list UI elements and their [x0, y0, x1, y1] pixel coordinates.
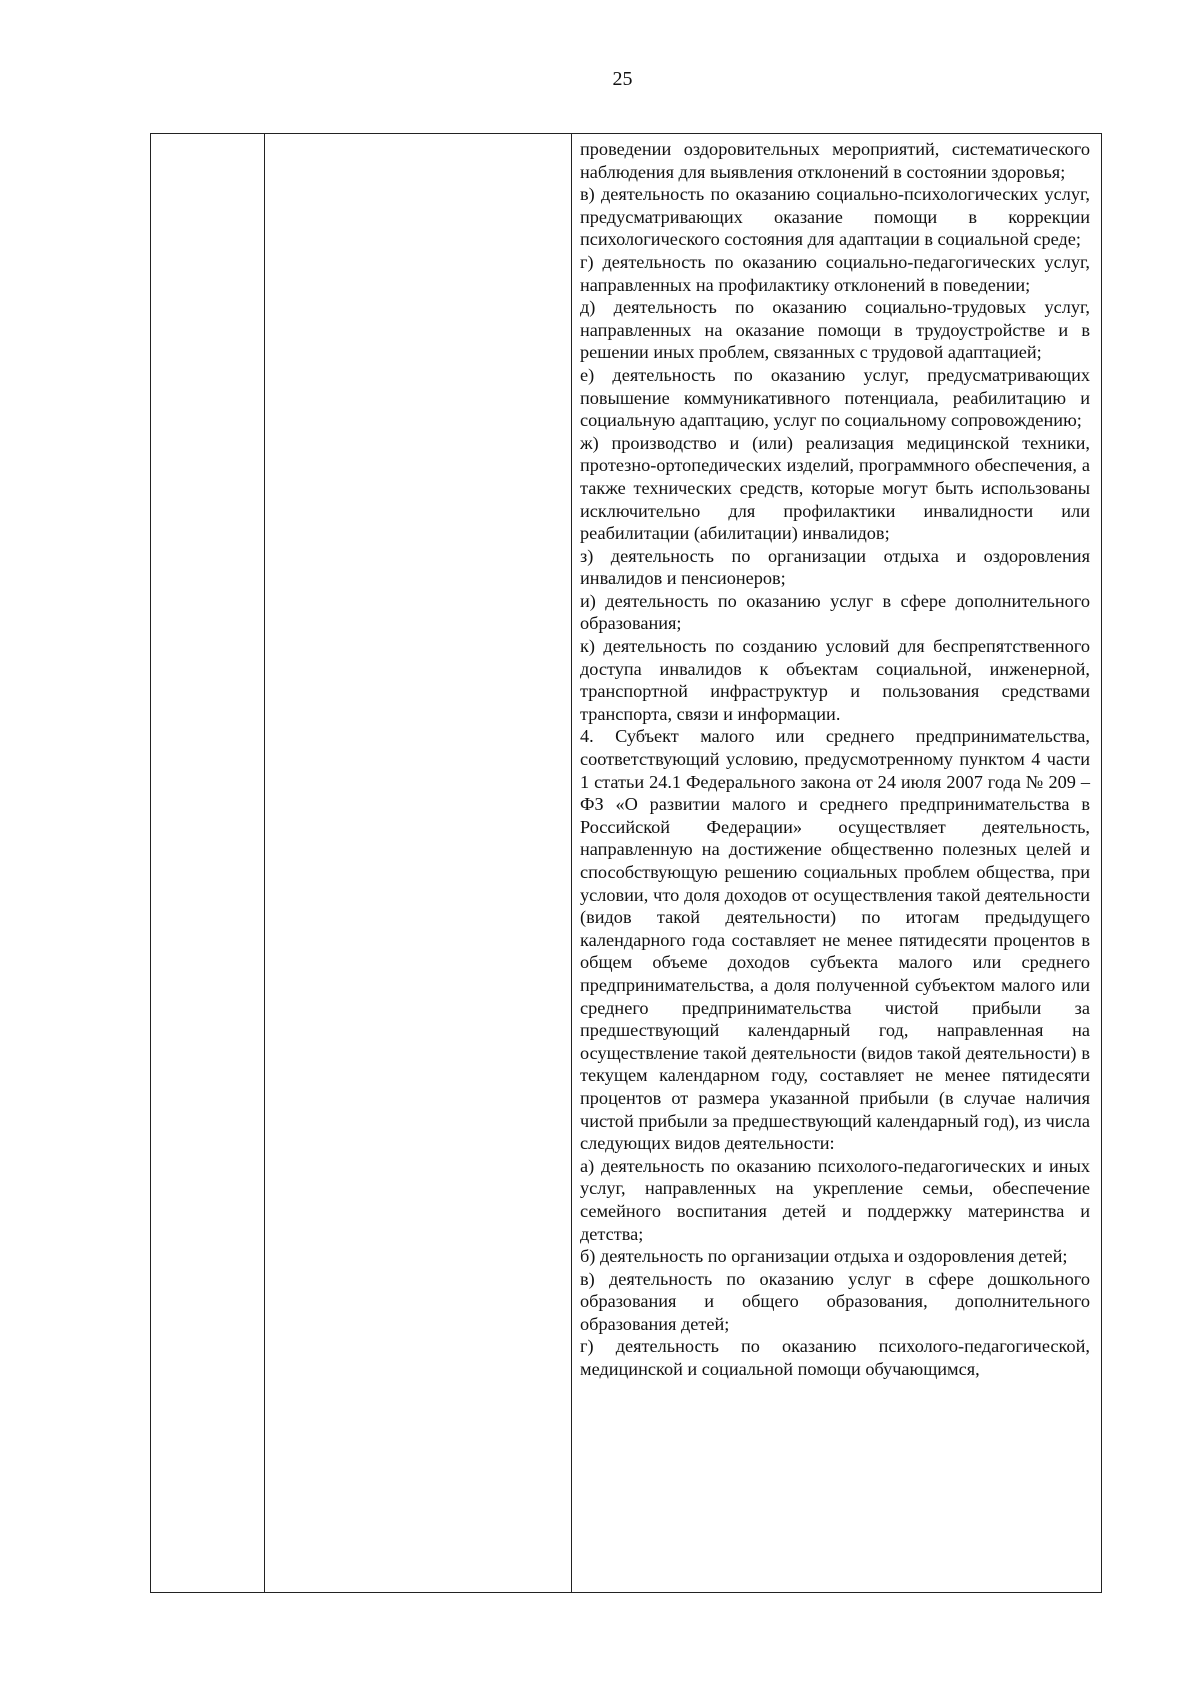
- column-divider: [571, 134, 572, 1592]
- paragraph: г) деятельность по оказанию психолого-педагогической, медицинской и социальной помощи обучающимся,: [580, 1336, 1090, 1380]
- paragraph: и) деятельность по оказанию услуг в сфере дополнительного образования;: [580, 590, 1090, 634]
- table-column-3-text: [580, 138, 1090, 1381]
- page-number: 25: [612, 68, 633, 90]
- paragraph: в) деятельность по оказанию социально-психологических услуг, предусматривающих оказание помощи в коррекции психологического состояния для адаптации в социальной среде;: [580, 184, 1090, 250]
- paragraph: проведении оздоровительных мероприятий, систематического наблюдения для выявления отклонений в состоянии здоровья;: [580, 139, 1090, 182]
- paragraph: д) деятельность по оказанию социально-трудовых услуг, направленных на оказание помощи в трудоустройстве и в решении иных проблем, связанных с трудовой адаптацией;: [580, 297, 1090, 363]
- paragraph: а) деятельность по оказанию психолого-педагогических и иных услуг, направленных на укрепление семьи, обеспечение семейного воспитания детей и поддержку материнства и детства;: [580, 1155, 1090, 1244]
- paragraph: б) деятельность по организации отдыха и оздоровления детей;: [580, 1246, 1068, 1267]
- paragraph: з) деятельность по организации отдыха и оздоровления инвалидов и пенсионеров;: [580, 545, 1090, 589]
- paragraph: в) деятельность по оказанию услуг в сфере дошкольного образования и общего образования, дополнительного образования детей;: [580, 1268, 1090, 1334]
- table-column-2-empty: [265, 134, 571, 1592]
- table-column-1-empty: [151, 134, 264, 1592]
- paragraph: ж) производство и (или) реализация медицинской техники, протезно-ортопедических изделий, программного обеспечения, а также технических средств, которые могут быть использованы исключительно для профилактики инвалидности или реабилитации (абилитации) инвалидов;: [580, 432, 1090, 544]
- paragraph: г) деятельность по оказанию социально-педагогических услуг, направленных на профилактику отклонений в поведении;: [580, 251, 1090, 295]
- paragraph: е) деятельность по оказанию услуг, предусматривающих повышение коммуникативного потенциала, реабилитацию и социальную адаптацию, услуг по социальному сопровождению;: [580, 364, 1090, 431]
- paragraph: к) деятельность по созданию условий для беспрепятственного доступа инвалидов к объектам социальной, инженерной, транспортной инфраструктур и пользования средствами транспорта, связи и информации.: [580, 636, 1090, 724]
- paragraph: 4. Субъект малого или среднего предпринимательства, соответствующий условию, предусмотренному пунктом 4 части 1 статьи 24.1 Федерального закона от 24 июля 2007 года № 209 – ФЗ «О развитии малого и среднего предпринимательства в Российской Федерации» осуществляет деятельность, направленную на достижение общественно полезных целей и способствующую решению социальных проблем общества, при условии, что доля доходов от осуществления такой деятельности (видов такой деятельности) по итогам предыдущего календарного года составляет не менее пятидесяти процентов в общем объеме доходов субъекта малого или среднего предпринимательства, а доля полученной субъектом малого или среднего предпринимательства чистой прибыли за предшествующий календарный год, направленная на осуществление такой деятельности (видов такой деятельности) в текущем календарном году, составляет не менее пятидесяти процентов от размера указанной прибыли (в случае наличия чистой прибыли за предшествующий календарный год), из числа следующих видов деятельности:: [580, 726, 1090, 1154]
- document-table: [150, 133, 1102, 1593]
